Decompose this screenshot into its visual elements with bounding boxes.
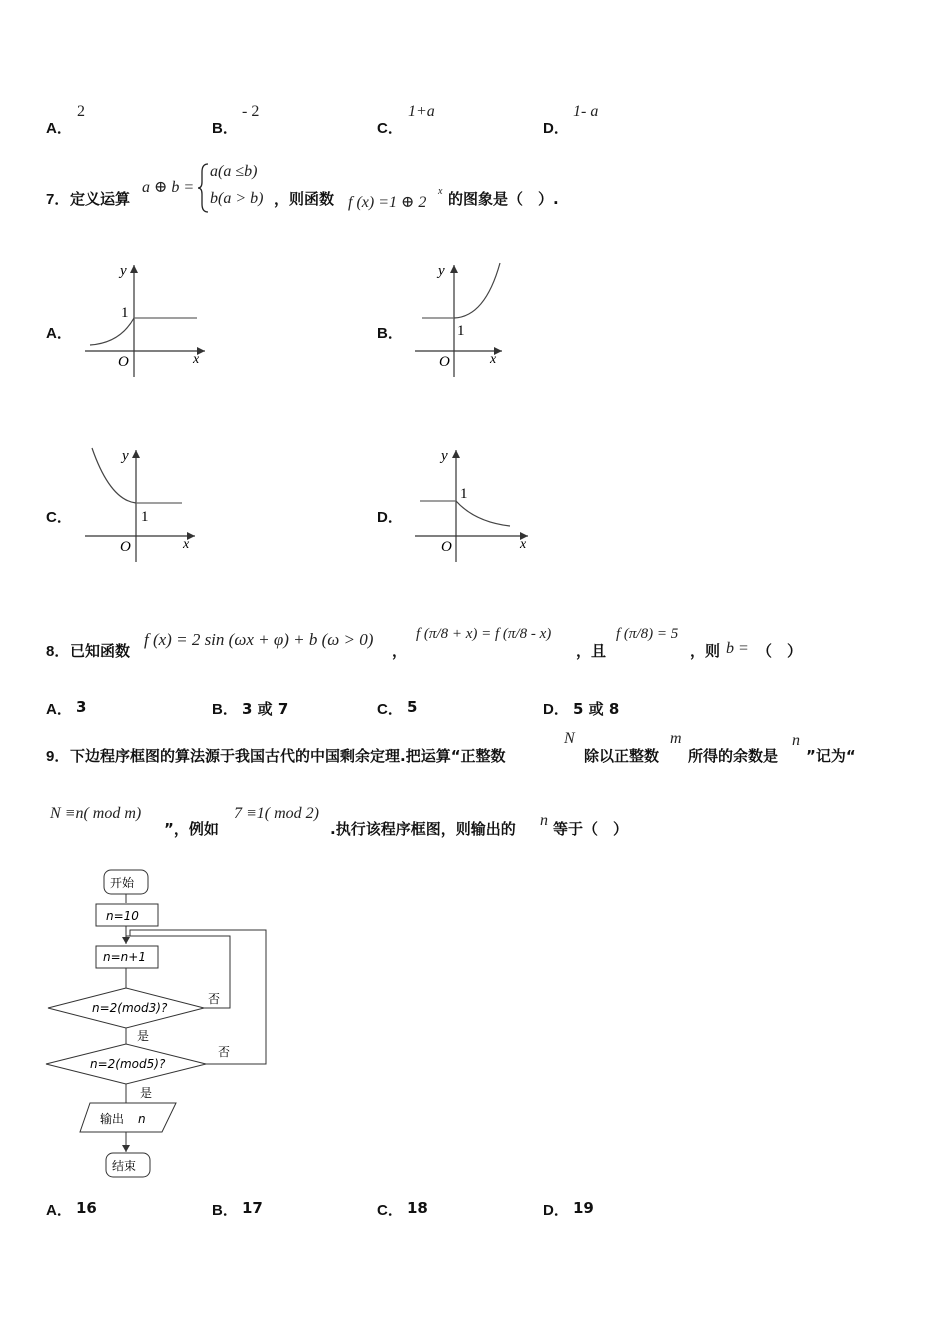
q8-sep-1: ， — [392, 642, 408, 660]
flow-output — [80, 1103, 176, 1132]
x-label: x — [193, 352, 200, 367]
origin-label: O — [441, 539, 452, 555]
x-label: x — [183, 537, 190, 552]
q9-option-c-value: 18 — [407, 1199, 428, 1217]
q7-graph-a — [80, 255, 220, 380]
flow-init-text: n=10 — [106, 909, 139, 923]
q9-option-a-value: 16 — [76, 1199, 97, 1217]
q9-line1-a: 下边程序框图的算法源于我国古代的中国剩余定理.把运算“正整数 — [70, 747, 506, 765]
q7-number: 7． — [46, 191, 70, 208]
q8-option-d-value: 5 或 8 — [573, 700, 620, 718]
q7-graph-d-label: D． — [377, 509, 403, 526]
y-label: y — [122, 448, 129, 464]
q9-option-a-label: A． — [46, 1202, 72, 1219]
q9-option-d-value: 19 — [573, 1199, 594, 1217]
q7-func-sup: x — [438, 186, 443, 197]
y-axis-arrow-icon — [450, 265, 458, 273]
q9-line1-b: 除以正整数 — [584, 747, 660, 765]
q8-option-a-label: A． — [46, 701, 72, 718]
q8-option-c-label: C． — [377, 701, 403, 718]
q7-graph-a-label: A． — [46, 325, 72, 342]
arrowhead-icon — [122, 937, 130, 944]
q9-option-b-value: 17 — [242, 1199, 263, 1217]
q9-option-d-label: D． — [543, 1202, 569, 1219]
origin-label: O — [439, 354, 450, 370]
flow-increment-text: n=n+1 — [103, 950, 146, 964]
curve-exp — [90, 318, 134, 345]
q7-op-lhs: a ⊕ b = — [142, 179, 195, 196]
q8-b-eq: b = — [726, 640, 749, 657]
q8-option-b-value: 3 或 7 — [242, 700, 289, 718]
curve-exp — [92, 448, 136, 503]
q9-var-n: n — [792, 732, 800, 749]
q6-option-d-label: D． — [543, 120, 569, 137]
arrowhead-icon — [122, 1145, 130, 1152]
flow-no-2: 否 — [218, 1045, 231, 1059]
q7-case-1: a(a ≤b) — [210, 163, 258, 180]
q6-option-a-label: A． — [46, 120, 72, 137]
q6-option-a-value: 2 — [77, 103, 85, 120]
q9-flowchart — [40, 860, 280, 1185]
flow-yes-2: 是 — [140, 1086, 153, 1100]
q7-graph-d — [410, 440, 540, 565]
x-label: x — [520, 537, 527, 552]
q9-option-c-label: C． — [377, 1202, 403, 1219]
q7-case-brace — [198, 162, 210, 214]
q9-line1-c: 所得的余数是 — [688, 747, 779, 765]
q9-line2-b: .执行该程序框图，则输出的 — [330, 820, 516, 838]
q6-option-c-label: C． — [377, 120, 403, 137]
y-axis-arrow-icon — [452, 450, 460, 458]
curve-exp — [456, 501, 510, 526]
flow-start-text: 开始 — [110, 876, 135, 890]
q7-stem-pre: 定义运算 — [70, 190, 131, 208]
q7-graph-b-label: B． — [377, 325, 403, 342]
x-label: x — [490, 352, 497, 367]
q8-paren: （ ） — [757, 642, 803, 660]
flow-cond-1-text: n=2(mod3)? — [92, 1001, 168, 1015]
q9-line2-c: 等于（ ） — [553, 820, 629, 838]
q6-option-b-label: B． — [212, 120, 238, 137]
flow-yes-1: 是 — [137, 1029, 150, 1043]
q7-func: f (x) =1 ⊕ 2 — [348, 194, 427, 211]
one-label: 1 — [460, 486, 468, 502]
q8-stem-post: ，则 — [690, 642, 721, 660]
q9-var-N: N — [564, 730, 575, 747]
q6-option-d-value: 1- a — [573, 103, 599, 120]
q8-sep-2: ，且 — [576, 642, 607, 660]
y-label: y — [120, 263, 127, 279]
origin-label: O — [120, 539, 131, 555]
q7-stem-post: 的图象是（ ）. — [448, 190, 559, 208]
q7-graph-c — [80, 440, 210, 565]
q8-option-a-value: 3 — [76, 698, 87, 716]
q7-graph-c-label: C． — [46, 509, 72, 526]
q7-case-2: b(a > b) — [210, 190, 264, 207]
q9-line1-d: ”记为“ — [806, 747, 856, 765]
flow-output-label: 输出 — [100, 1112, 125, 1126]
q8-condition-2: f (π/8) = 5 — [616, 626, 679, 642]
flow-no-1: 否 — [208, 992, 221, 1006]
q8-option-d-label: D． — [543, 701, 569, 718]
origin-label: O — [118, 354, 129, 370]
q9-var-m: m — [670, 730, 682, 747]
one-label: 1 — [457, 323, 465, 339]
q9-line2-n: n — [540, 812, 548, 829]
q9-notation: N ≡n( mod m) — [50, 805, 142, 822]
q8-func: f (x) = 2 sin (ωx + φ) + b (ω > 0) — [144, 630, 374, 649]
q9-option-b-label: B． — [212, 1202, 238, 1219]
flow-cond-2-text: n=2(mod5)? — [90, 1057, 166, 1071]
one-label: 1 — [121, 305, 129, 321]
y-axis-arrow-icon — [132, 450, 140, 458]
q8-number: 8． — [46, 643, 70, 660]
q9-example: 7 ≡1( mod 2) — [234, 805, 320, 822]
q7-graph-b — [410, 255, 530, 380]
one-label: 1 — [141, 509, 149, 525]
q9-number: 9． — [46, 748, 70, 765]
y-axis-arrow-icon — [130, 265, 138, 273]
y-label: y — [441, 448, 448, 464]
curve-exp — [454, 263, 500, 318]
flow-output-var: n — [138, 1112, 146, 1126]
q6-option-b-value: - 2 — [242, 103, 260, 120]
q9-line2-a: ”，例如 — [164, 820, 219, 838]
q8-stem-pre: 已知函数 — [70, 642, 131, 660]
q6-option-c-value: 1+a — [408, 103, 435, 120]
flow-end-text: 结束 — [112, 1159, 137, 1173]
q8-option-b-label: B． — [212, 701, 238, 718]
y-label: y — [438, 263, 445, 279]
q8-condition-1: f (π/8 + x) = f (π/8 - x) — [416, 626, 552, 642]
q8-option-c-value: 5 — [407, 698, 418, 716]
q7-stem-mid: ，则函数 — [274, 190, 335, 208]
